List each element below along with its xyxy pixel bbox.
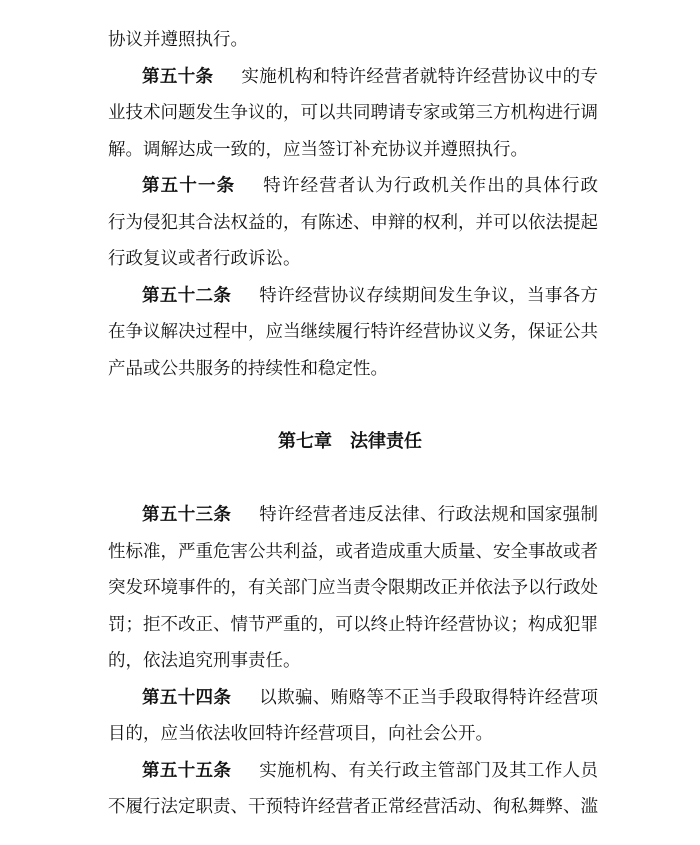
article-51-line-2: 行为侵犯其合法权益的，有陈述、申辩的权利，并可以依法提起 [108, 213, 598, 233]
article-55-text-1: 实施机构、有关行政主管部门及其工作人员 [259, 761, 599, 781]
article-51-line-3: 行政复议或者行政诉讼。 [108, 249, 301, 269]
article-51-text-1: 特许经营者认为行政机关作出的具体行政 [263, 176, 599, 196]
chapter-7-heading [0, 431, 700, 453]
article-50-text-1: 实施机构和特许经营者就特许经营协议中的专 [241, 67, 599, 87]
article-55-number: 第五十五条 [142, 761, 232, 781]
article-55-line-1 [142, 760, 598, 782]
article-51-line-1 [142, 175, 598, 197]
chapter-7-number: 第七章 [278, 431, 332, 452]
article-53-line-1 [142, 504, 598, 526]
article-52-number: 第五十二条 [142, 286, 232, 306]
article-52-line-1 [142, 285, 598, 307]
article-53-line-4: 罚；拒不改正、情节严重的，可以终止特许经营协议；构成犯罪 [108, 615, 598, 635]
article-53-line-3: 突发环境事件的，有关部门应当责令限期改正并依法予以行政处 [108, 578, 598, 598]
continuation-line: 协议并遵照执行。 [108, 30, 248, 50]
article-55-line-2: 不履行法定职责、干预特许经营者正常经营活动、徇私舞弊、滥 [108, 797, 598, 817]
article-53-number: 第五十三条 [142, 505, 232, 525]
article-52-line-2: 在争议解决过程中，应当继续履行特许经营协议义务，保证公共 [108, 322, 598, 342]
article-52-text-1: 特许经营协议存续期间发生争议，当事各方 [259, 286, 599, 306]
article-54-text-1: 以欺骗、贿赂等不正当手段取得特许经营项 [259, 688, 599, 708]
article-53-text-1: 特许经营者违反法律、行政法规和国家强制 [259, 505, 599, 525]
article-50-line-2: 业技术问题发生争议的，可以共同聘请专家或第三方机构进行调 [108, 103, 598, 123]
article-52-line-3: 产品或公共服务的持续性和稳定性。 [108, 359, 388, 379]
article-51-number: 第五十一条 [142, 176, 236, 196]
article-54-line-2: 目的，应当依法收回特许经营项目，向社会公开。 [108, 724, 493, 744]
article-54-number: 第五十四条 [142, 688, 232, 708]
article-53-line-5: 的，依法追究刑事责任。 [108, 651, 301, 671]
article-50-line-1 [142, 66, 598, 88]
article-50-number: 第五十条 [142, 67, 214, 87]
chapter-7-title: 法律责任 [350, 431, 422, 452]
article-54-line-1 [142, 687, 598, 709]
article-53-line-2: 性标准，严重危害公共利益，或者造成重大质量、安全事故或者 [108, 542, 598, 562]
article-50-line-3: 解。调解达成一致的，应当签订补充协议并遵照执行。 [108, 140, 528, 160]
